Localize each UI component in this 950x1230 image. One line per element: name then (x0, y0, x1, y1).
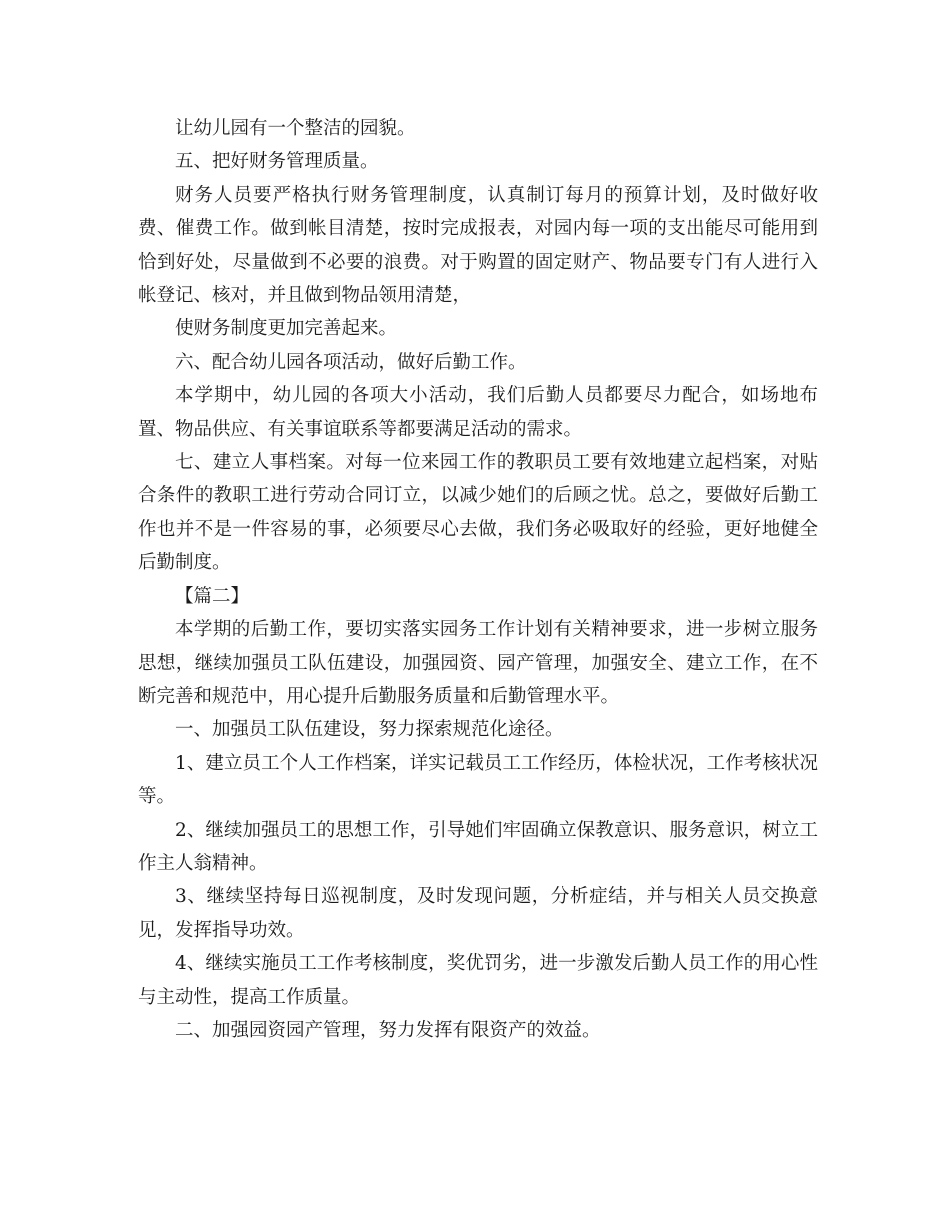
list-item-2: 2、继续加强员工的思想工作，引导她们牢固确立保教意识、服务意识，树立工作主人翁精神。 (138, 819, 818, 874)
paragraph-9: 本学期的后勤工作，要切实落实园务工作计划有关精神要求，进一步树立服务思想，继续加强员工队伍建设，加强园资、园产管理，加强安全、建立工作，在不断完善和规范中，用心提升后勤服务质量和后勤管理水平。 (138, 619, 818, 707)
list-item-3: 3、继续坚持每日巡视制度，及时发现问题，分析症结，并与相关人员交换意见，发挥指导功效。 (138, 886, 818, 941)
section-heading-6: 六、配合幼儿园各项活动，做好后勤工作。 (175, 351, 527, 373)
section-heading-2: 二、加强园资园产管理，努力发挥有限资产的效益。 (175, 1019, 601, 1041)
list-item-4: 4、继续实施员工工作考核制度，奖优罚劣，进一步激发后勤人员工作的用心性与主动性，提高工作质量。 (138, 953, 818, 1008)
section-heading-5: 五、把好财务管理质量。 (175, 151, 379, 173)
paragraph-7: 七、建立人事档案。对每一位来园工作的教职员工要有效地建立起档案，对贴合条件的教职工进行劳动合同订立，以减少她们的后顾之忧。总之，要做好后勤工作也并不是一件容易的事，必须要尽心去做，我们务必吸取好的经验，更好地健全后勤制度。 (138, 452, 818, 574)
section-heading-1: 一、加强员工队伍建设，努力探索规范化途径。 (175, 719, 564, 741)
part-two-heading: 【篇二】 (175, 585, 250, 607)
paragraph-1: 让幼儿园有一个整洁的园貌。 (175, 118, 416, 139)
paragraph-6: 本学期中，幼儿园的各项大小活动，我们后勤人员都要尽力配合，如场地布置、物品供应、有关事谊联系等都要满足活动的需求。 (138, 385, 818, 440)
list-item-1: 1、建立员工个人工作档案，详实记载员工工作经历，体检状况，工作考核状况等。 (138, 752, 818, 808)
paragraph-3: 财务人员要严格执行财务管理制度，认真制订每月的预算计划，及时做好收费、催费工作。做到帐目清楚，按时完成报表，对园内每一项的支出能尽可能用到恰到好处，尽量做到不必要的浪费。对于购置的固定财产、物品要专门有人进行入帐登记、核对，并且做到物品领用清楚， (138, 184, 818, 307)
document-body (138, 112, 818, 1047)
paragraph-4: 使财务制度更加完善起来。 (175, 318, 398, 340)
